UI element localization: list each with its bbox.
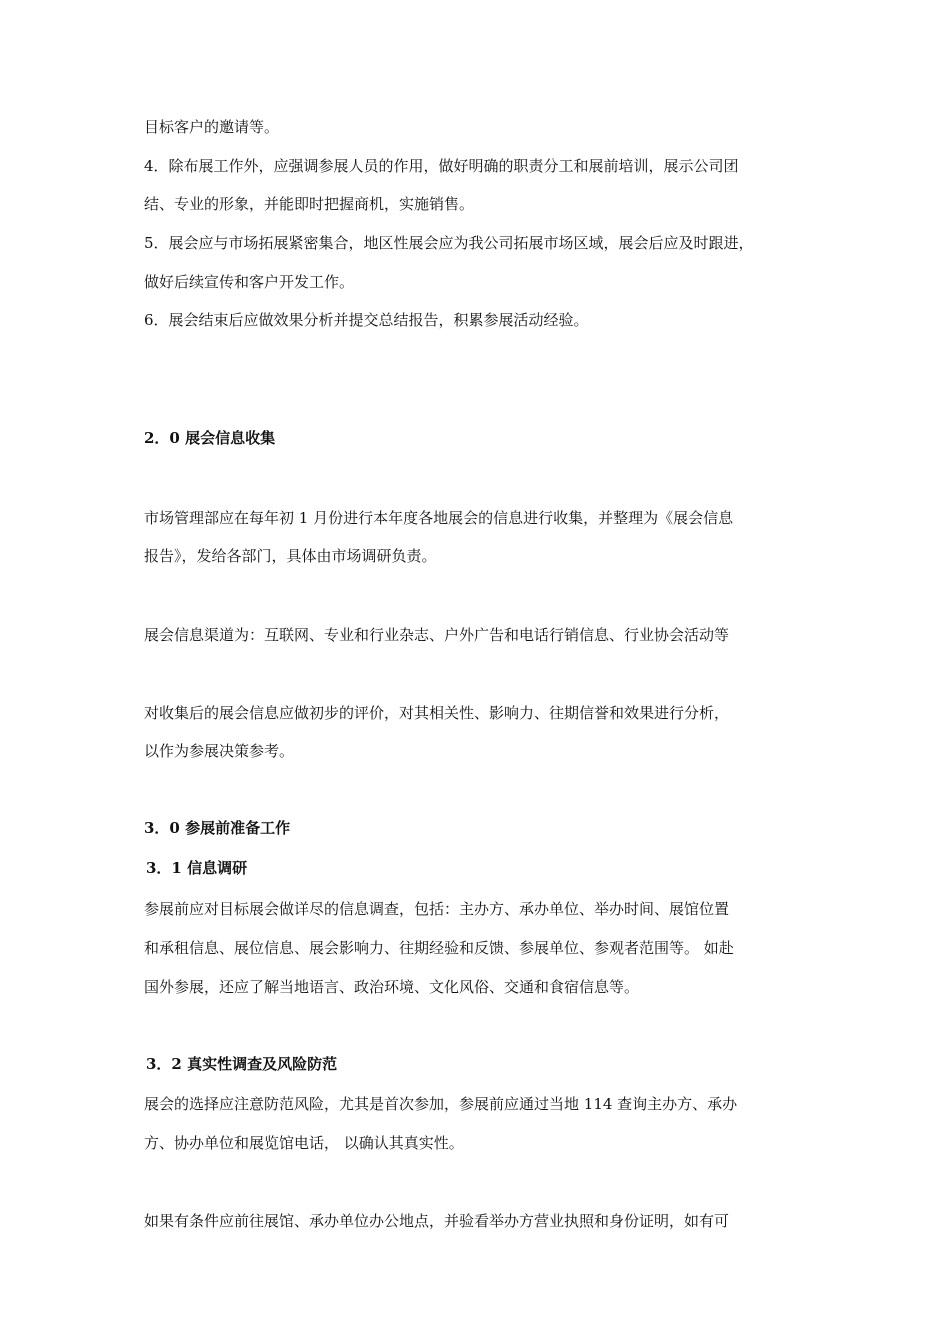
section-heading: 2．0 展会信息收集 [144, 429, 276, 447]
paragraph-line: 4．除布展工作外，应强调参展人员的作用，做好明确的职责分工和展前培训，展示公司团 [144, 157, 739, 175]
paragraph-line: 对收集后的展会信息应做初步的评价，对其相关性、影响力、往期信誉和效果进行分析， [144, 704, 730, 722]
subsection-heading: 3．2 真实性调查及风险防范 [146, 1055, 338, 1073]
paragraph-line: 结、专业的形象，并能即时把握商机，实施销售。 [144, 195, 475, 213]
paragraph-line: 如果有条件应前往展馆、承办单位办公地点，并验看举办方营业执照和身份证明，如有可 [144, 1212, 730, 1230]
paragraph-line: 和承租信息、展位信息、展会影响力、往期经验和反馈、参展单位、参观者范围等。 如赴 [144, 939, 734, 957]
paragraph-line: 方、协办单位和展览馆电话， 以确认其真实性。 [144, 1134, 464, 1152]
subsection-heading: 3．1 信息调研 [146, 859, 248, 877]
section-heading: 3．0 参展前准备工作 [144, 819, 291, 837]
paragraph-line: 目标客户的邀请等。 [144, 118, 280, 136]
paragraph-line: 参展前应对目标展会做详尽的信息调查，包括：主办方、承办单位、举办时间、展馆位置 [144, 900, 730, 918]
paragraph-line: 展会的选择应注意防范风险，尤其是首次参加，参展前应通过当地 114 查询主办方、承办 [144, 1095, 738, 1113]
paragraph-line: 报告》，发给各部门，具体由市场调研负责。 [144, 547, 437, 565]
paragraph-line: 6．展会结束后应做效果分析并提交总结报告，积累参展活动经验。 [144, 311, 589, 329]
paragraph-line: 市场管理部应在每年初 1 月份进行本年度各地展会的信息进行收集，并整理为《展会信息 [144, 509, 734, 527]
paragraph-line: 做好后续宣传和客户开发工作。 [144, 273, 355, 291]
paragraph-line: 以作为参展决策参考。 [144, 742, 295, 760]
paragraph-line: 5．展会应与市场拓展紧密集合，地区性展会应为我公司拓展市场区域，展会后应及时跟进， [144, 234, 754, 252]
paragraph-line: 国外参展，还应了解当地语言、政治环境、文化风俗、交通和食宿信息等。 [144, 978, 640, 996]
paragraph-line: 展会信息渠道为：互联网、专业和行业杂志、户外广告和电话行销信息、行业协会活动等 [144, 626, 730, 644]
